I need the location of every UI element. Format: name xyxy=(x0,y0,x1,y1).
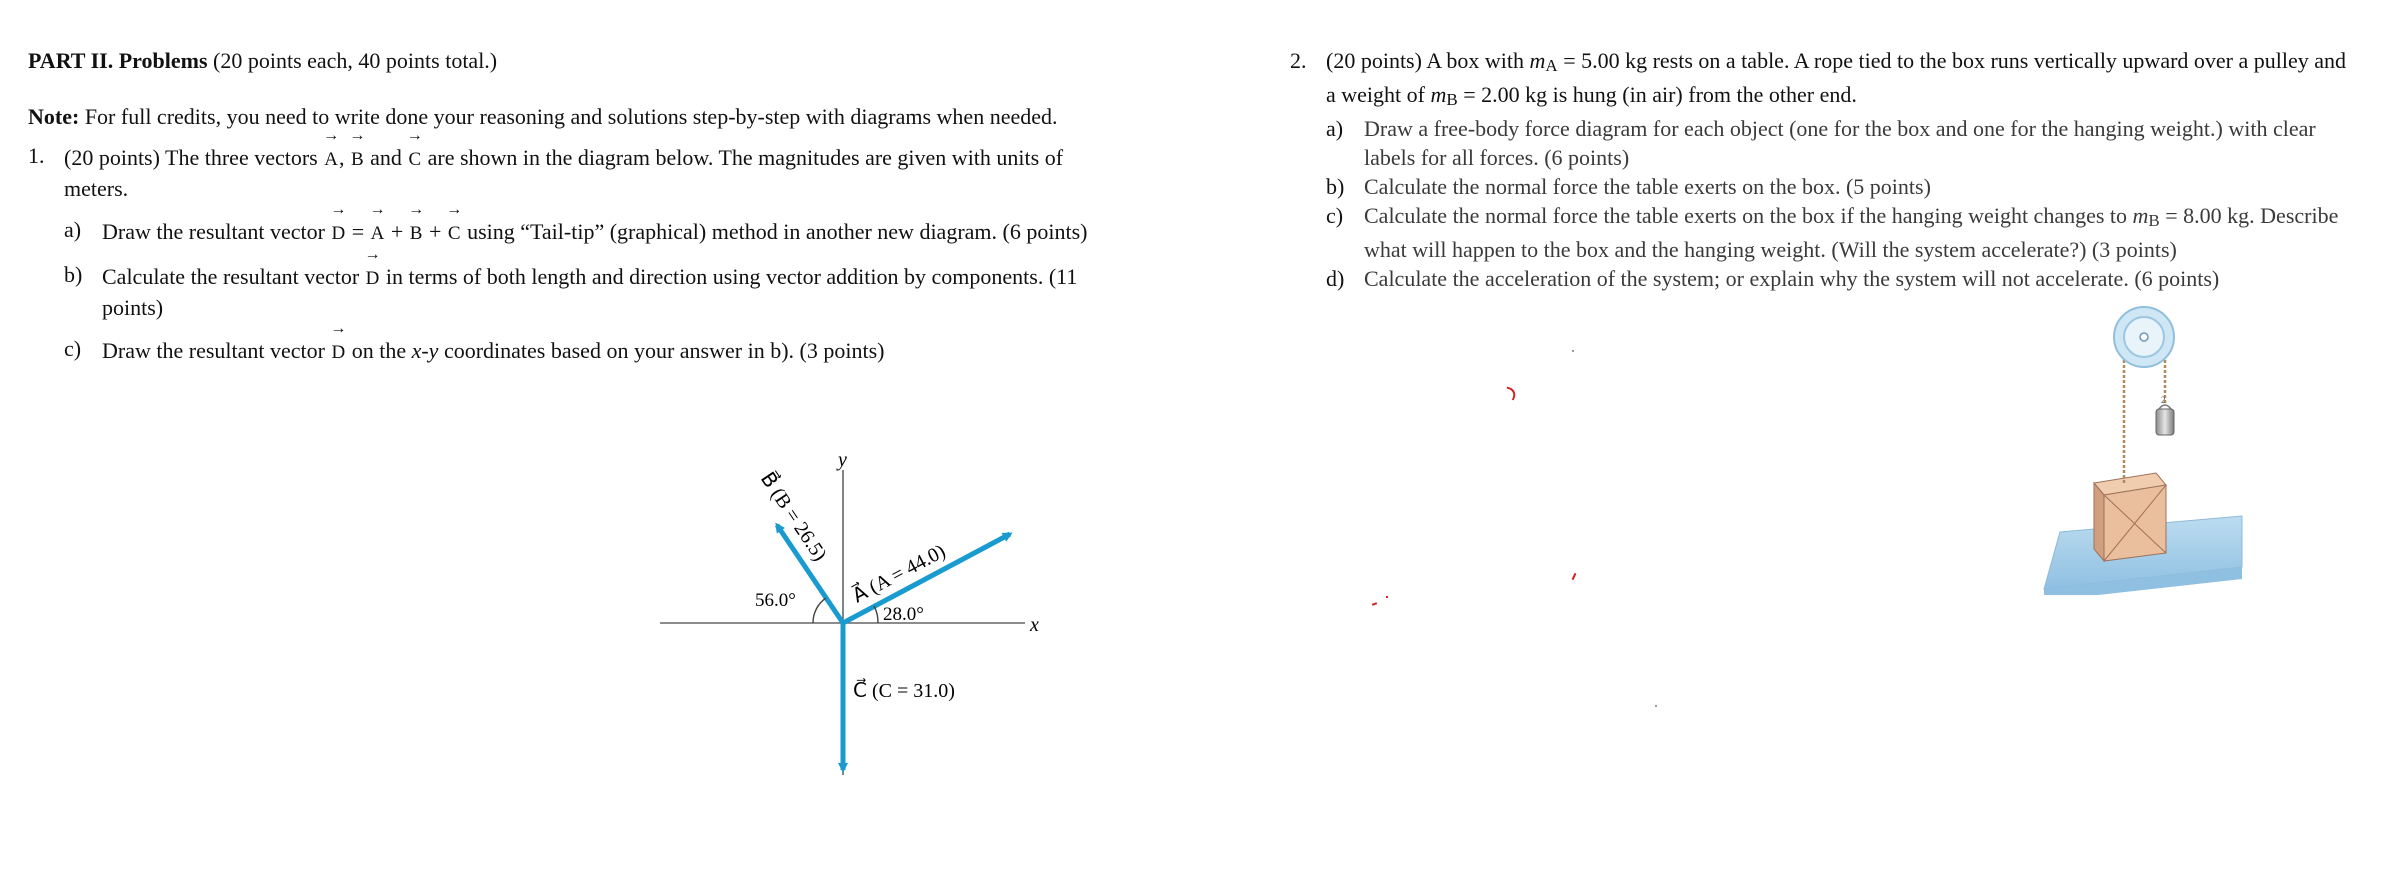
problem-2c-text xyxy=(1364,201,2360,264)
problem-1b xyxy=(64,260,1118,322)
equals-sign: = xyxy=(346,219,370,244)
left-column xyxy=(28,46,1118,367)
problem-2 xyxy=(1290,46,2360,293)
plus-sign: + xyxy=(385,219,409,244)
problem-1a-text xyxy=(102,215,1118,248)
problem-1b-text xyxy=(102,260,1118,322)
vector-b-symbol: → B xyxy=(351,141,364,174)
hanging-weight xyxy=(2156,409,2174,435)
stray-mark xyxy=(1386,596,1388,598)
vector-d-symbol: → D xyxy=(331,334,345,367)
problem-2a-text: Draw a free-body force diagram for each object (one for the box and one for the hanging weight.) with clear labels for all forces. (6 points) xyxy=(1364,116,2316,170)
problem-1-intro-a: (20 points) The three vectors xyxy=(64,145,324,170)
vector-c-label: C⃗ (C = 31.0) xyxy=(853,680,955,702)
problem-1c-text xyxy=(102,334,1118,367)
vector-a-symbol: → A xyxy=(371,215,385,248)
angle-b-label: 56.0° xyxy=(755,590,796,611)
vector-d-symbol: → D xyxy=(331,215,345,248)
problem-2c xyxy=(1326,201,2360,264)
problem-2-intro xyxy=(1326,46,2360,114)
angle-a-label: 28.0° xyxy=(883,604,924,625)
note-label: Note: xyxy=(28,104,80,129)
problem-2d xyxy=(1326,264,2360,293)
problem-1c-post: coordinates based on your answer in b). (3 points) xyxy=(438,338,885,363)
problem-2b-text: Calculate the normal force the table exerts on the box. (5 points) xyxy=(1364,174,1931,199)
hanging-weight-label: 2 xyxy=(2161,395,2166,405)
mass-a-subscript: A xyxy=(1545,56,1558,75)
angle-a-arc xyxy=(874,606,878,623)
problem-1b-pre: Calculate the resultant vector xyxy=(102,264,365,289)
and-word: and xyxy=(364,145,408,170)
vector-a-symbol: → A xyxy=(324,141,338,174)
problem-1a-post: using “Tail-tip” (graphical) method in another new diagram. (6 points) xyxy=(461,219,1088,244)
plus-sign: + xyxy=(423,219,447,244)
stray-mark xyxy=(1372,602,1377,606)
problem-1b-post: in terms of both length and direction using vector addition by components. (11 points) xyxy=(102,264,1078,320)
mass-b-symbol: m xyxy=(2132,203,2149,228)
problem-2-number: 2. xyxy=(1290,48,1307,73)
problem-1-intro xyxy=(64,141,1118,203)
vector-c-symbol: → C xyxy=(448,215,461,248)
problem-1-number: 1. xyxy=(28,143,45,168)
vector-d-symbol: → D xyxy=(366,260,380,293)
problem-1 xyxy=(28,141,1118,367)
problem-2d-text: Calculate the acceleration of the system; or explain why the system will not accelerate. (6 points) xyxy=(1364,266,2220,291)
problem-2-intro-a: (20 points) A box with xyxy=(1326,48,1530,73)
note-text: For full credits, you need to write done your reasoning and solutions step-by-step with diagrams when needed. xyxy=(79,104,1058,129)
problem-2b xyxy=(1326,172,2360,201)
problem-1c-mid: on the xyxy=(346,338,412,363)
mass-a-symbol: m xyxy=(1529,48,1546,73)
note-paragraph xyxy=(28,102,1118,131)
stray-mark xyxy=(1503,386,1517,400)
mass-b-subscript: B xyxy=(1446,90,1458,109)
mass-b-symbol: m xyxy=(1430,82,1447,107)
vector-b-symbol: → B xyxy=(410,215,423,248)
problem-1a-label: a) xyxy=(64,217,82,242)
pulley-box-figure xyxy=(2030,305,2260,595)
comma: , xyxy=(338,145,350,170)
problem-1-intro-b: are shown in the diagram below. The magnitudes are given with units of meters. xyxy=(64,145,1064,201)
problem-2c-post: = 8.00 kg. Describe what will happen to the box and the hanging weight. (Will the system accelerate?) (3 points) xyxy=(1364,203,2339,262)
problem-1a-pre: Draw the resultant vector xyxy=(102,219,331,244)
mass-b-subscript: B xyxy=(2148,211,2160,230)
weight-hook xyxy=(2159,405,2171,409)
vector-b-label: B⃗ (B = 26.5) xyxy=(755,468,831,566)
stray-dot xyxy=(1572,350,1574,352)
vector-c-symbol: → C xyxy=(408,141,421,174)
vector-diagram xyxy=(640,440,1060,790)
problem-2-intro-b: = 5.00 kg rests on a table. A rope tied to the box runs vertically upward over a pulley and a weight of xyxy=(1326,48,2347,107)
box-side xyxy=(2094,483,2104,561)
stray-mark xyxy=(1572,573,1577,580)
angle-b-arc xyxy=(813,598,826,623)
x-axis-label: x xyxy=(1030,614,1039,636)
problem-2a-label: a) xyxy=(1326,116,1344,141)
xy-coordinates-term: x-y xyxy=(411,338,439,363)
problem-1a xyxy=(64,215,1118,248)
stray-dot xyxy=(1655,705,1657,707)
problem-2d-label: d) xyxy=(1326,266,1345,291)
right-column xyxy=(1290,46,2360,293)
y-axis-label: y xyxy=(838,449,847,471)
problem-2c-label: c) xyxy=(1326,203,1344,228)
problem-2c-pre: Calculate the normal force the table exerts on the box if the hanging weight changes to xyxy=(1364,203,2133,228)
section-heading-bold: PART II. Problems xyxy=(28,48,208,73)
vector-a-label: A⃗ (A = 44.0) xyxy=(849,540,950,608)
pulley-axle xyxy=(2140,333,2148,341)
problem-1c-label: c) xyxy=(64,336,82,361)
problem-1c-pre: Draw the resultant vector xyxy=(102,338,331,363)
problem-2a xyxy=(1326,114,2360,172)
problem-2-intro-c: = 2.00 kg is hung (in air) from the other end. xyxy=(1457,82,1857,107)
section-heading xyxy=(28,46,1118,75)
problem-2b-label: b) xyxy=(1326,174,1345,199)
section-heading-rest: (20 points each, 40 points total.) xyxy=(207,48,498,73)
problem-1b-label: b) xyxy=(64,262,83,287)
problem-1c xyxy=(64,334,1118,367)
